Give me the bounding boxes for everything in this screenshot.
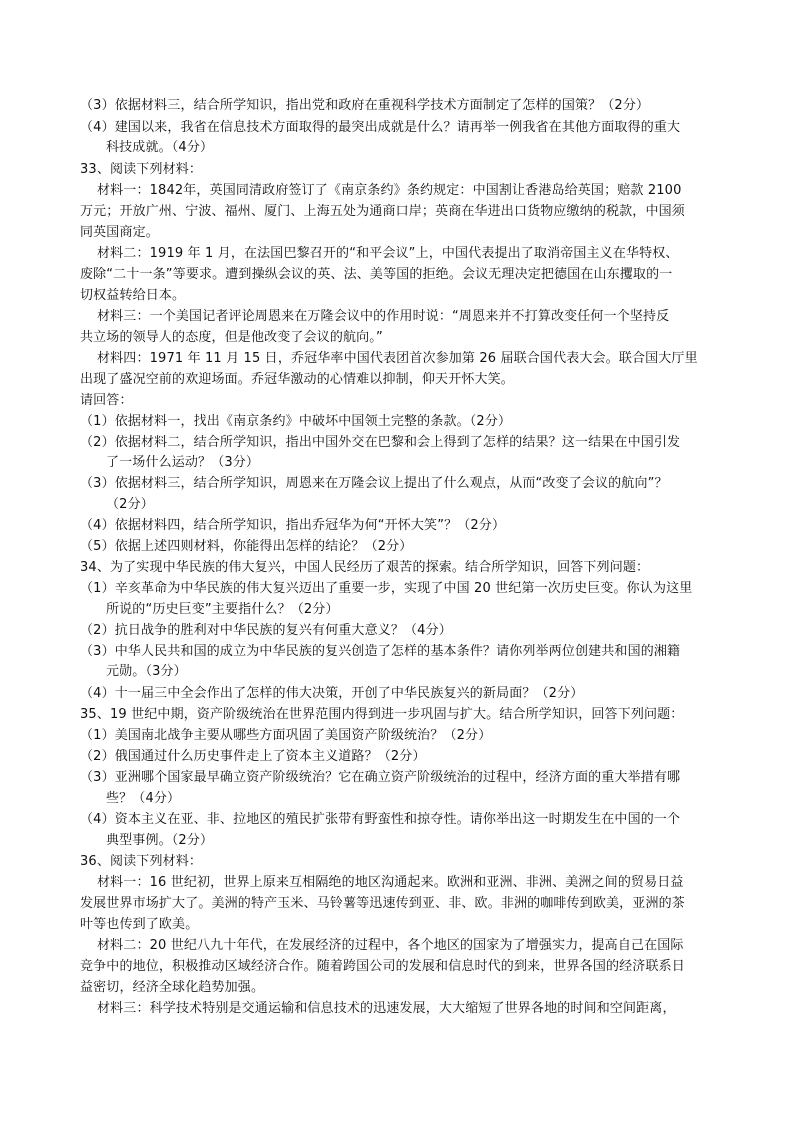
text-line: 请回答：	[80, 393, 133, 408]
text-line: （1）依据材料一，找出《南京条约》中破坏中国领土完整的条款。（2分）	[80, 414, 512, 429]
text-line: 材料三：科学技术特别是交通运输和信息技术的迅速发展，大大缩短了世界各地的时间和空间距离，	[97, 1001, 676, 1016]
text-line: 万元；开放广州、宁波、福州、厦门、上海五处为通商口岸；英商在华进出口货物应缴纳的税款，中国须	[80, 204, 685, 219]
text-line: 共立场的领导人的态度，但是他改变了会议的航向。”	[80, 330, 383, 345]
text-line: （4）资本主义在亚、非、拉地区的殖民扩张带有野蛮性和掠夺性。请你举出这一时期发生在中国的一个	[80, 812, 681, 827]
text-line: （4）十一届三中全会作出了怎样的伟大决策，开创了中华民族复兴的新局面？（2分）	[80, 686, 584, 701]
text-line: （2）依据材料二，结合所学知识，指出中国外交在巴黎和会上得到了怎样的结果？这一结果在中国引发	[80, 435, 681, 450]
text-line: 出现了盛况空前的欢迎场面。乔冠华激动的心情难以抑制，仰天开怀大笑。	[80, 372, 514, 387]
text-line: （2分）	[106, 497, 154, 512]
text-line: （3）亚洲哪个国家最早确立资产阶级统治？它在确立资产阶级统治的过程中，经济方面的重大举措有哪	[80, 770, 681, 785]
text-line: 了一场什么运动？（3分）	[106, 455, 260, 470]
text-line: （2）俄国通过什么历史事件走上了资本主义道路？（2分）	[80, 749, 426, 764]
text-line: 34、为了实现中华民族的伟大复兴，中国人民经历了艰苦的探索。结合所学知识，回答下列问题：	[80, 560, 650, 575]
text-line: 36、阅读下列材料：	[80, 854, 203, 869]
text-line: （3）依据材料三，结合所学知识，周恩来在万隆会议上提出了什么观点，从而“改变了会议的航向”？	[80, 476, 668, 491]
text-line: 废除“二十一条”等要求。遭到操纵会议的英、法、美等国的拒绝。会议无理决定把德国在山东攫取的一	[80, 267, 673, 282]
text-line: 发展世界市场扩大了。美洲的特产玉米、马铃薯等迅速传到亚、非、欧。非洲的咖啡传到欧美，亚洲的茶	[80, 896, 685, 911]
text-line: 33、阅读下列材料：	[80, 162, 203, 177]
text-line: （5）依据上述四则材料，你能得出怎样的结论？（2分）	[80, 539, 413, 554]
text-line: 35、19 世纪中期，资产阶级统治在世界范围内得到进一步巩固与扩大。结合所学知识，回答下列问题：	[80, 707, 684, 722]
text-line: （4）建国以来，我省在信息技术方面取得的最突出成就是什么？请再举一例我省在其他方面取得的重大	[80, 120, 681, 135]
text-line: （3）中华人民共和国的成立为中华民族的复兴创造了怎样的基本条件？请你列举两位创建共和国的湘籍	[80, 644, 681, 659]
text-line: 元勋。（3分）	[106, 664, 187, 679]
text-line: 科技成就。（4分）	[106, 140, 214, 155]
text-line: 切权益转给日本。	[80, 288, 186, 303]
text-line: 益密切，经济全球化趋势加强。	[80, 980, 265, 995]
text-line: 些？（4分）	[106, 791, 181, 806]
text-line: 所说的“历史巨变”主要指什么？（2分）	[106, 602, 339, 617]
text-line: 叶等也传到了欧美。	[80, 917, 199, 932]
text-line: 材料三：一个美国记者评论周恩来在万隆会议中的作用时说：“周恩来并不打算改变任何一个坚持反	[97, 309, 670, 324]
text-line: 材料四：1971 年 11 月 15 日，乔冠华率中国代表团首次参加第 26 届联合国代表大会。联合国大厅里	[97, 351, 698, 366]
text-line: 竞争中的地位，积极推动区域经济合作。随着跨国公司的发展和信息时代的到来，世界各国的经济联系日	[80, 959, 685, 974]
text-line: 材料二：20 世纪八九十年代，在发展经济的过程中，各个地区的国家为了增强实力，提高自己在国际	[97, 938, 684, 953]
text-line: 材料一：16 世纪初，世界上原来互相隔绝的地区沟通起来。欧洲和亚洲、非洲、美洲之间的贸易日益	[97, 875, 684, 890]
text-line: 典型事例。（2分）	[106, 833, 214, 848]
text-line: 材料一：1842年，英国同清政府签订了《南京条约》条约规定：中国割让香港岛给英国；赔款 2100	[97, 183, 682, 198]
text-line: （3）依据材料三，结合所学知识，指出党和政府在重视科学技术方面制定了怎样的国策？（2分）	[80, 98, 650, 113]
text-line: （4）依据材料四，结合所学知识，指出乔冠华为何“开怀大笑”？（2分）	[80, 518, 506, 533]
text-line: 材料二：1919 年 1 月，在法国巴黎召开的“和平会议”上，中国代表提出了取消帝国主义在华特权、	[97, 246, 679, 261]
text-line: （2）抗日战争的胜利对中华民族的复兴有何重大意义？（4分）	[80, 623, 452, 638]
text-line: 同英国商定。	[80, 225, 159, 240]
text-line: （1）美国南北战争主要从哪些方面巩固了美国资产阶级统治？（2分）	[80, 728, 492, 743]
text-line: （1）辛亥革命为中华民族的伟大复兴迈出了重要一步，实现了中国 20 世纪第一次历史巨变。你认为这里	[80, 581, 693, 596]
